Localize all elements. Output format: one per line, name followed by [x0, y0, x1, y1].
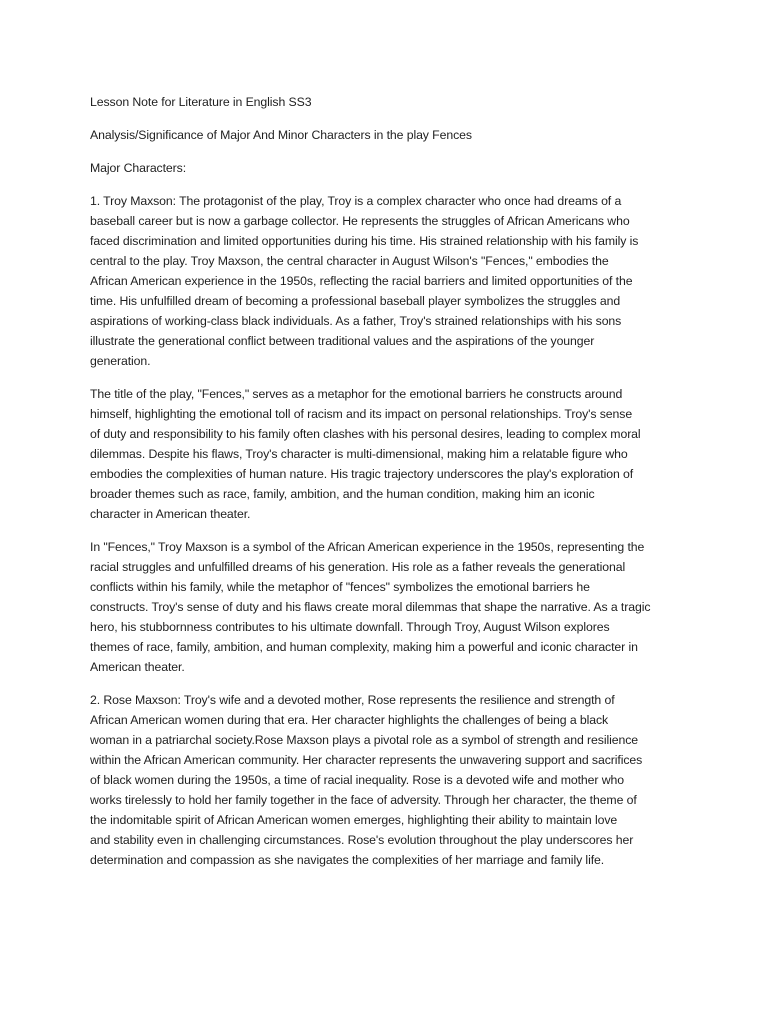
document-body [90, 92, 680, 883]
section-heading: Major Characters: [90, 161, 187, 175]
paragraph-troy-intro: 1. Troy Maxson: The protagonist of the play, Troy is a complex character who once had dreams of a baseball career but is now a garbage collector. He represents the struggles of African Americans who faced discrimination and limited opportunities during his time. His strained relationship with his family is central to the play. Troy Maxson, the central character in August Wilson's "Fences," embodies the African American experience in the 1950s, reflecting the racial barriers and limited opportunities of the time. His unfulfilled dream of becoming a professional baseball player symbolizes the struggles and aspirations of working-class black individuals. As a father, Troy's strained relationships with his sons illustrate the generational conflict between traditional values and the aspirations of the younger generation. [90, 194, 639, 368]
paragraph-fences-title: The title of the play, "Fences," serves as a metaphor for the emotional barriers he constructs around himself, highlighting the emotional toll of racism and its impact on personal relationships. Troy's sense of duty and responsibility to his family often clashes with his personal desires, leading to complex moral dilemmas. Despite his flaws, Troy's character is multi-dimensional, making him a relatable figure who embodies the complexities of human nature. His tragic trajectory underscores the play's exploration of broader themes such as race, family, ambition, and the human condition, making him an iconic character in American theater. [90, 387, 641, 521]
paragraph-troy-symbol: In "Fences," Troy Maxson is a symbol of the African American experience in the 1950s, representing the racial struggles and unfulfilled dreams of his generation. His role as a father reveals the generational conflicts within his family, while the metaphor of "fences" symbolizes the emotional barriers he constructs. Troy's sense of duty and his flaws create moral dilemmas that shape the narrative. As a tragic hero, his stubbornness contributes to his ultimate downfall. Through Troy, August Wilson explores themes of race, family, ambition, and human complexity, making him a powerful and iconic character in American theater. [90, 540, 651, 674]
paragraph-rose-maxson: 2. Rose Maxson: Troy's wife and a devoted mother, Rose represents the resilience and strength of African American women during that era. Her character highlights the challenges of being a black woman in a patriarchal society.Rose Maxson plays a pivotal role as a symbol of strength and resilience within the African American community. Her character represents the unwavering support and sacrifices of black women during the 1950s, a time of racial inequality. Rose is a devoted wife and mother who works tirelessly to hold her family together in the face of adversity. Through her character, the theme of the indomitable spirit of African American women emerges, highlighting their ability to maintain love and stability even in challenging circumstances. Rose's evolution throughout the play underscores her determination and compassion as she navigates the complexities of her marriage and family life. [90, 693, 643, 867]
document-subtitle: Analysis/Significance of Major And Minor Characters in the play Fences [90, 128, 472, 142]
document-title: Lesson Note for Literature in English SS3 [90, 95, 312, 109]
